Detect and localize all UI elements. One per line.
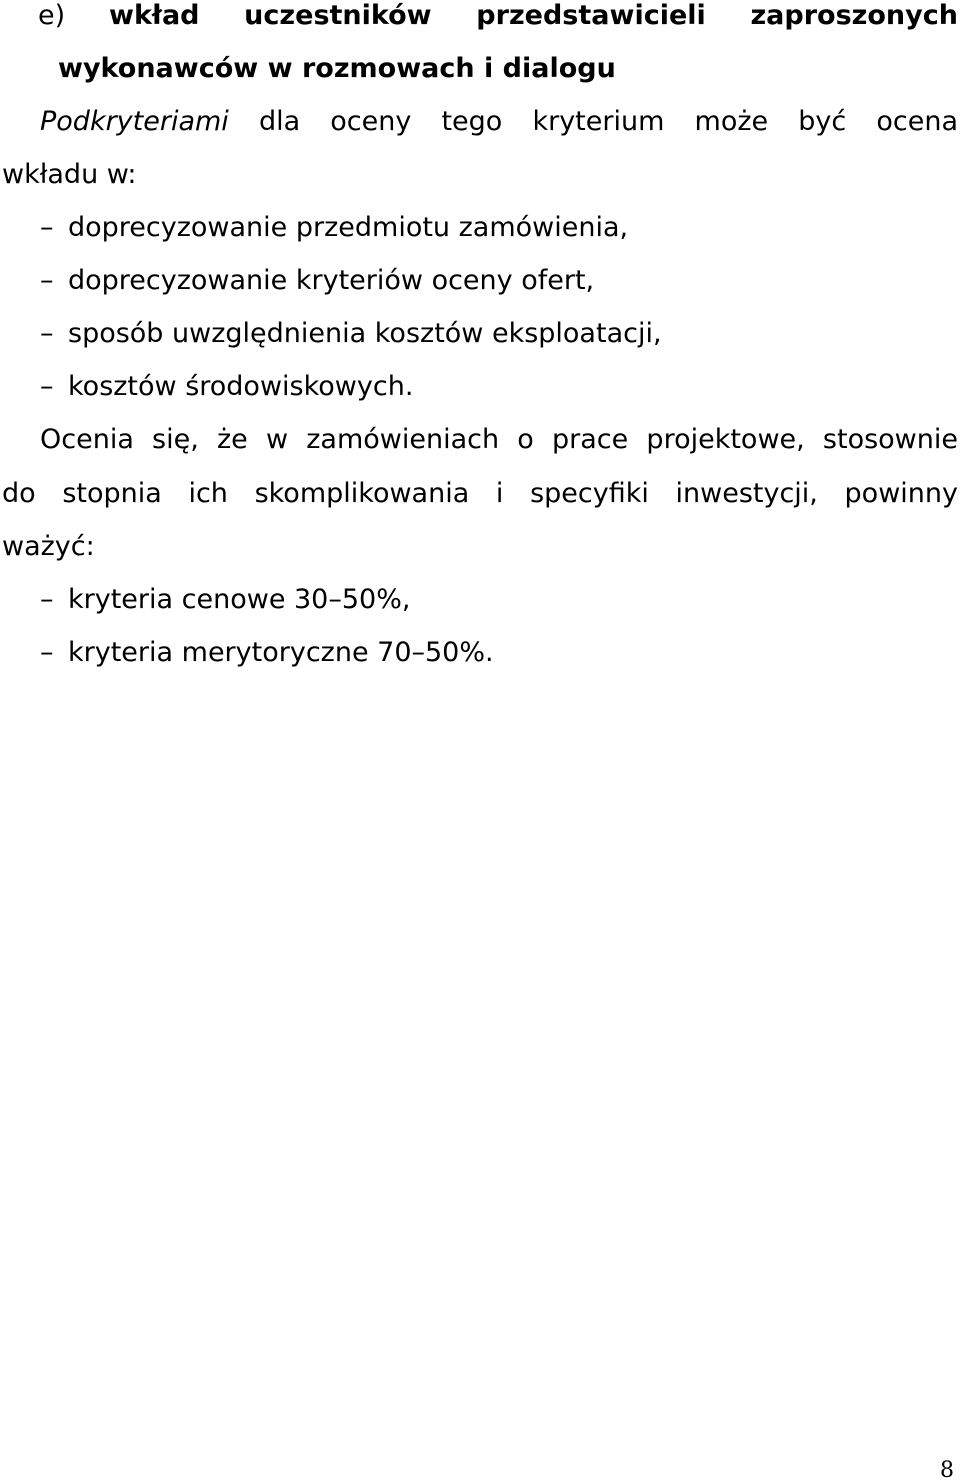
list-dash: – xyxy=(40,584,54,615)
list-item-text: doprecyzowanie przedmiotu zamówienia, xyxy=(68,212,629,243)
paragraph-1-line-2: wkładu w: xyxy=(2,159,137,190)
list-item-text: kryteria cenowe 30–50%, xyxy=(68,584,411,615)
list-dash: – xyxy=(40,265,54,296)
heading-label: e) xyxy=(38,0,66,31)
list-dash: – xyxy=(40,371,54,402)
paragraph-2-line-3: ważyć: xyxy=(2,531,95,562)
paragraph-1-italic-term: Podkryteriami xyxy=(40,106,229,137)
list-item-text: sposób uwzględnienia kosztów eksploatacji, xyxy=(68,318,662,349)
page-number: 8 xyxy=(940,1458,954,1483)
list-item xyxy=(40,637,494,669)
list-item xyxy=(40,318,662,350)
heading-title-part-1: wkład uczestników przedstawicieli zaproszonych xyxy=(109,0,958,31)
paragraph-1-line-1-rest: dla oceny tego kryterium może być ocena xyxy=(258,106,958,137)
list-item xyxy=(40,584,410,616)
list-item xyxy=(40,265,594,297)
paragraph-2-line-2: do stopnia ich skomplikowania i specyfiki inwestycji, powinny xyxy=(2,478,958,509)
list-dash: – xyxy=(40,318,54,349)
paragraph-2-line-1: Ocenia się, że w zamówieniach o prace projektowe, stosownie xyxy=(40,424,958,455)
list-dash: – xyxy=(40,212,54,243)
heading-line-1 xyxy=(38,0,958,32)
list-item-text: doprecyzowanie kryteriów oceny ofert, xyxy=(68,265,595,296)
list-item xyxy=(40,212,628,244)
list-item-text: kryteria merytoryczne 70–50%. xyxy=(68,637,494,668)
heading-title-part-2: wykonawców w rozmowach i dialogu xyxy=(58,53,616,84)
paragraph-1-line-1 xyxy=(40,106,958,138)
list-dash: – xyxy=(40,637,54,668)
list-item xyxy=(40,371,413,403)
list-item-text: kosztów środowiskowych. xyxy=(68,371,414,402)
